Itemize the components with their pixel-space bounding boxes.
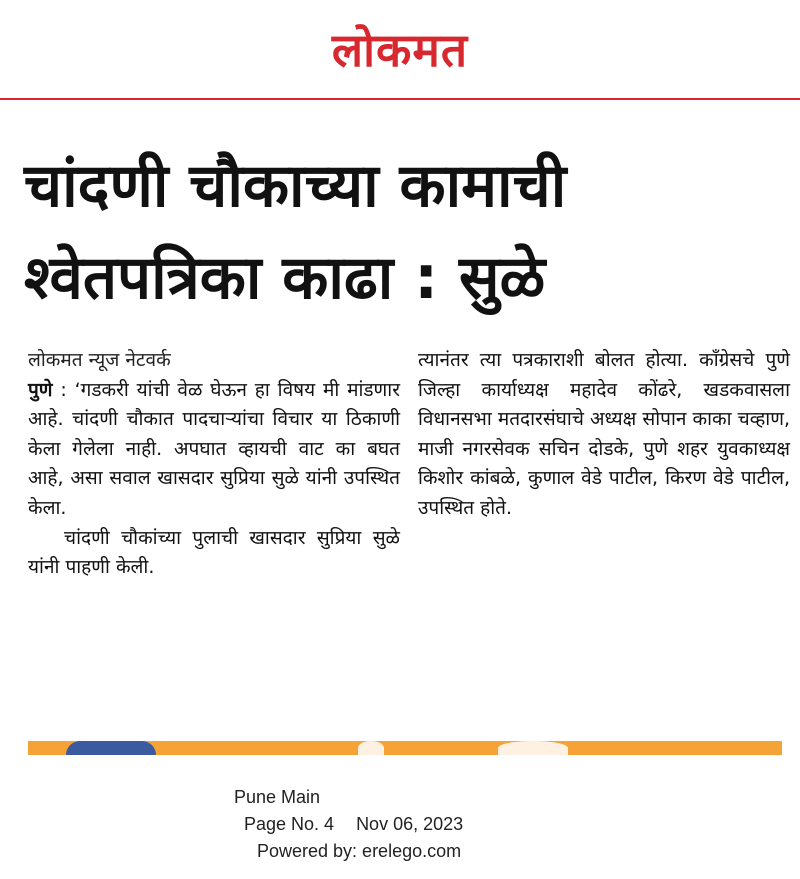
headline-line-2: श्वेतपत्रिका काढा : सुळे (24, 243, 546, 313)
ad-logo-shape (66, 741, 156, 755)
masthead (0, 0, 800, 100)
powered-by: Powered by: erelego.com (257, 841, 462, 861)
article-headline (24, 140, 784, 324)
lokmat-logo: लोकमत (331, 23, 469, 77)
ad-shape (498, 741, 568, 755)
edition-name: Pune Main (234, 787, 321, 807)
paragraph-2-continued: त्यानंतर त्या पत्रकाराशी बोलत होत्या. काँग्रेसचे पुणे जिल्हा कार्याध्यक्ष महादेव कोंढरे, खडकवासला विधानसभा मतदारसंघाचे अध्यक्ष सोपान काका चव्हाण, माजी नगरसेवक सचिन दोडके, पुणे शहर युवकाध्यक्ष किशोर कांबळे, कुणाल वेडे पाटील, किरण वेडे पाटील, उपस्थित होते. (418, 349, 790, 519)
publication-date: Nov 06, 2023 (356, 814, 464, 834)
dateline: पुणे (28, 378, 53, 401)
byline: लोकमत न्यूज नेटवर्क (28, 349, 171, 371)
advertisement-strip (28, 741, 782, 755)
paragraph-1-text: : ‘गडकरी यांची वेळ घेऊन हा विषय मी मांडणार आहे. चांदणी चौकात पादचाऱ्यांचा विचार या ठिकाणी केला गेलेला नाही. अपघात व्हायची वाट का बघत आहे, असा सवाल खासदार सुप्रिया सुळे यांनी उपस्थित केला. (28, 378, 400, 519)
article-column-right (418, 346, 790, 524)
ad-shape (358, 741, 384, 755)
paragraph-1 (28, 376, 400, 524)
page-info (244, 811, 463, 838)
paragraph-2-start: चांदणी चौकांच्या पुलाची खासदार सुप्रिया सुळे यांनी पाहणी केली. (28, 526, 400, 579)
page-number: Page No. 4 (244, 814, 335, 834)
article-column-left (28, 346, 400, 583)
headline-line-1: चांदणी चौकाच्या कामाची (24, 151, 567, 221)
